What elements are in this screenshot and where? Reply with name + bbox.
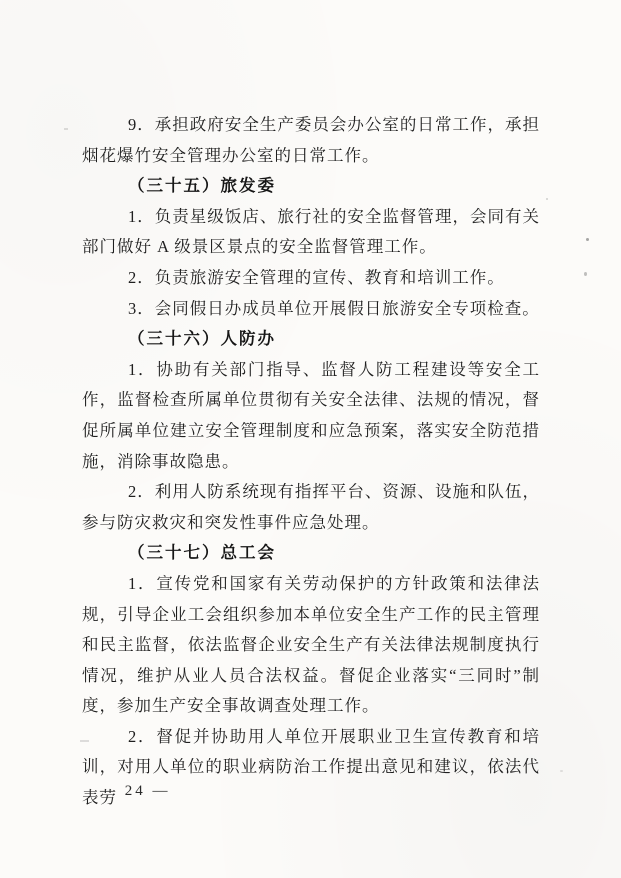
scan-speck bbox=[560, 770, 563, 772]
section-heading: （三十五）旅发委 bbox=[128, 176, 276, 196]
document-body bbox=[82, 110, 540, 814]
section-heading: （三十六）人防办 bbox=[128, 329, 276, 349]
page-number: — 24 — bbox=[100, 783, 171, 799]
scan-speck bbox=[586, 238, 589, 241]
section-heading: （三十七）总工会 bbox=[128, 543, 276, 563]
paragraph: 1．负责星级饭店、旅行社的安全监督管理，会同有关部门做好 A 级景区景点的安全监督管理工作。 bbox=[82, 206, 540, 257]
paragraph: 2．负责旅游安全管理的宣传、教育和培训工作。 bbox=[128, 267, 505, 287]
paragraph: 2．利用人防系统现有指挥平台、资源、设施和队伍，参与防灾救灾和突发性事件应急处理。 bbox=[82, 482, 540, 532]
scan-artifact-dash bbox=[80, 740, 89, 742]
scan-speck bbox=[546, 198, 548, 200]
paragraph: 3．会同假日办成员单位开展假日旅游安全专项检查。 bbox=[128, 298, 540, 318]
paragraph: 1．宣传党和国家有关劳动保护的方针政策和法律法规，引导企业工会组织参加本单位安全生产工作的民主管理和民主监督，依法监督企业安全生产有关法律法规制度执行情况，维护从业人员合法权益。督促企业落实“三同时”制度，参加生产安全事故调查处理工作。 bbox=[82, 573, 540, 716]
scan-artifact-dash bbox=[64, 128, 68, 130]
scan-speck bbox=[584, 272, 587, 276]
paragraph: 1．协助有关部门指导、监督人防工程建设等安全工作，监督检查所属单位贯彻有关安全法律、法规的情况，督促所属单位建立安全管理制度和应急预案，落实安全防范措施，消除事故隐患。 bbox=[82, 359, 540, 471]
paragraph: 2．督促并协助用人单位开展职业卫生宣传教育和培训，对用人单位的职业病防治工作提出意见和建议，依法代表劳 bbox=[82, 726, 540, 808]
paragraph: 9．承担政府安全生产委员会办公室的日常工作，承担烟花爆竹安全管理办公室的日常工作。 bbox=[82, 115, 540, 165]
